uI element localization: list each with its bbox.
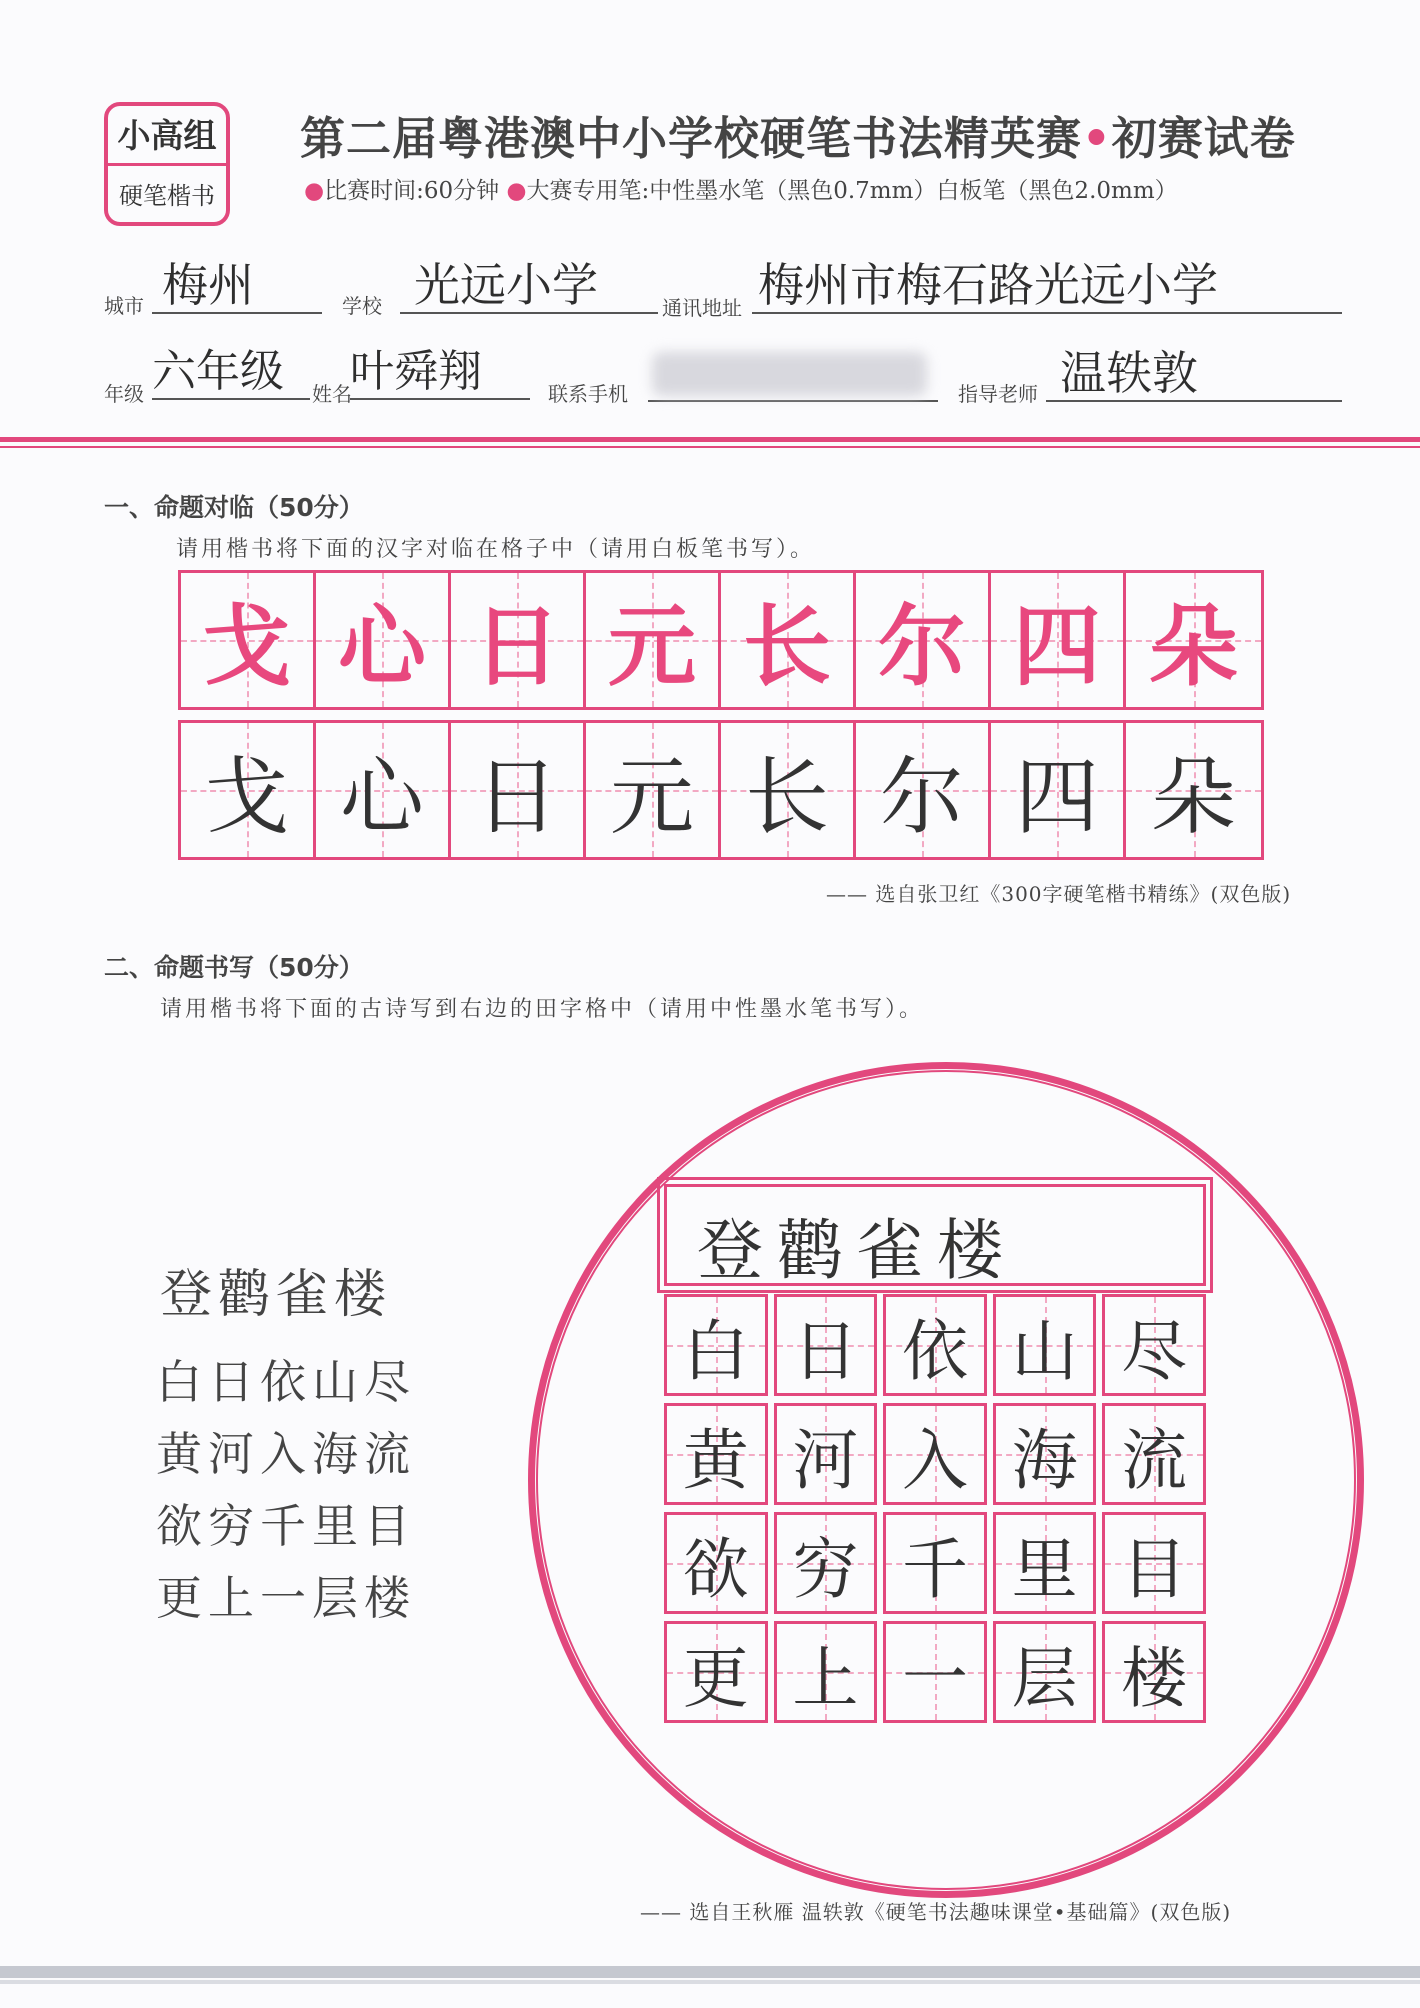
poem-cell[interactable]	[883, 1294, 987, 1396]
model-char: 元	[607, 594, 696, 698]
section1-instruction: 请用楷书将下面的汉字对临在格子中（请用白板笔书写）。	[176, 537, 816, 562]
poem-line: 白日依山尽	[156, 1355, 416, 1409]
model-cell	[856, 573, 991, 707]
written-char: 山	[1011, 1312, 1078, 1390]
copy-cell[interactable]	[1126, 723, 1261, 857]
group-badge	[104, 102, 230, 226]
written-char: 楼	[1121, 1639, 1188, 1717]
written-char: 依	[901, 1312, 968, 1390]
model-cell	[721, 573, 856, 707]
written-char: 长	[744, 747, 829, 846]
written-char: 四	[1014, 747, 1099, 846]
written-char: 流	[1121, 1421, 1188, 1499]
poem-cell[interactable]	[774, 1621, 878, 1723]
title-suffix: 初赛试卷	[1111, 112, 1296, 165]
model-char: 心	[337, 594, 426, 698]
written-char: 黄	[682, 1421, 749, 1499]
city-field[interactable]: 梅州	[152, 262, 322, 314]
poem-cell[interactable]	[883, 1403, 987, 1505]
poem-cell[interactable]	[774, 1294, 878, 1396]
exam-time: 比赛时间:60分钟	[324, 178, 500, 204]
title-dot: •	[1082, 112, 1112, 165]
school-field[interactable]: 光远小学	[400, 262, 658, 314]
copy-cell[interactable]	[856, 723, 991, 857]
page-footer-bar-thin	[0, 1980, 1420, 1984]
poem-cell[interactable]	[1102, 1294, 1206, 1396]
model-cell	[1126, 573, 1261, 707]
teacher-field[interactable]: 温轶敦	[1046, 350, 1342, 402]
poem-cell[interactable]	[993, 1512, 1097, 1614]
poem-title: 登鹳雀楼	[160, 1265, 393, 1325]
poem-grid-row	[664, 1294, 1206, 1396]
model-char: 长	[742, 594, 831, 698]
written-char: 尽	[1121, 1312, 1188, 1390]
grade-label: 年级	[104, 382, 144, 406]
written-char: 更	[682, 1639, 749, 1717]
copy-cell[interactable]	[991, 723, 1126, 857]
section2-instruction: 请用楷书将下面的古诗写到右边的田字格中（请用中性墨水笔书写）。	[160, 997, 925, 1022]
section1-heading: 一、命题对临（50分）	[104, 493, 364, 522]
model-char: 日	[472, 594, 561, 698]
section2-credit: —— 选自王秋雁 温轶敦《硬笔书法趣味课堂•基础篇》(双色版)	[640, 1900, 1232, 1924]
poem-cell[interactable]	[993, 1403, 1097, 1505]
poem-line: 欲穷千里目	[156, 1499, 416, 1553]
written-char: 欲	[682, 1530, 749, 1608]
poem-cell[interactable]	[664, 1294, 768, 1396]
redacted-phone	[652, 352, 927, 396]
poem-cell[interactable]	[664, 1403, 768, 1505]
address-field[interactable]: 梅州市梅石路光远小学	[752, 262, 1342, 314]
copy-cell[interactable]	[316, 723, 451, 857]
school-label: 学校	[342, 294, 382, 318]
poem-cell[interactable]	[1102, 1403, 1206, 1505]
written-char: 入	[901, 1421, 968, 1499]
poem-cell[interactable]	[883, 1621, 987, 1723]
written-char: 心	[339, 747, 424, 846]
model-char: 戈	[202, 594, 291, 698]
model-cell	[181, 573, 316, 707]
poem-grid-row	[664, 1512, 1206, 1614]
model-char: 尔	[877, 594, 966, 698]
address-label: 通讯地址	[662, 296, 742, 320]
poem-cell[interactable]	[993, 1294, 1097, 1396]
page-title	[300, 102, 1360, 167]
poem-cell[interactable]	[1102, 1512, 1206, 1614]
poem-cell[interactable]	[774, 1512, 878, 1614]
written-char: 层	[1011, 1639, 1078, 1717]
poem-line: 黄河入海流	[156, 1427, 416, 1481]
grade-field[interactable]: 六年级	[152, 350, 310, 400]
section2-heading: 二、命题书写（50分）	[104, 953, 364, 982]
written-char: 日	[474, 747, 559, 846]
poem-cell[interactable]	[883, 1512, 987, 1614]
name-label: 姓名	[312, 382, 352, 406]
poem-cell[interactable]	[1102, 1621, 1206, 1723]
copy-char-grid[interactable]	[178, 720, 1264, 860]
written-char: 朵	[1151, 747, 1236, 846]
copy-cell[interactable]	[721, 723, 856, 857]
written-char: 一	[901, 1639, 968, 1717]
written-char: 白	[682, 1312, 749, 1390]
written-char: 日	[792, 1312, 859, 1390]
poem-cell[interactable]	[664, 1512, 768, 1614]
poem-cell[interactable]	[774, 1403, 878, 1505]
model-cell	[991, 573, 1126, 707]
written-char: 穷	[792, 1530, 859, 1608]
poem-grid-row	[664, 1621, 1206, 1723]
name-field[interactable]: 叶舜翔	[350, 350, 530, 400]
written-char: 里	[1011, 1530, 1078, 1608]
copy-cell[interactable]	[181, 723, 316, 857]
teacher-label: 指导老师	[958, 382, 1038, 406]
model-cell	[586, 573, 721, 707]
section1-credit: —— 选自张卫红《300字硬笔楷书精练》(双色版)	[826, 882, 1292, 906]
bullet-icon: ●	[506, 178, 527, 204]
written-char: 上	[792, 1639, 859, 1717]
page-footer-bar	[0, 1966, 1420, 1978]
poem-writing-grid[interactable]	[664, 1294, 1206, 1730]
written-char: 目	[1121, 1530, 1188, 1608]
written-char: 千	[901, 1530, 968, 1608]
poem-cell[interactable]	[664, 1621, 768, 1723]
poem-cell[interactable]	[993, 1621, 1097, 1723]
written-char: 河	[792, 1421, 859, 1499]
model-char: 朵	[1149, 594, 1238, 698]
poem-grid-row	[664, 1403, 1206, 1505]
poem-line: 更上一层楼	[156, 1571, 416, 1625]
bullet-icon: ●	[304, 178, 325, 204]
header-divider-thin	[0, 446, 1420, 448]
poem-title-box[interactable]	[664, 1184, 1206, 1289]
copy-cell[interactable]	[586, 723, 721, 857]
written-char: 元	[609, 747, 694, 846]
model-cell	[316, 573, 451, 707]
badge-category-label: 硬笔楷书	[119, 182, 215, 210]
model-char: 四	[1012, 594, 1101, 698]
exam-pen: 大赛专用笔:中性墨水笔（黑色0.7mm）白板笔（黑色2.0mm）	[526, 178, 1178, 204]
copy-cell[interactable]	[451, 723, 586, 857]
exam-rules	[304, 172, 1178, 205]
model-cell	[451, 573, 586, 707]
badge-group-label: 小高组	[108, 106, 226, 166]
written-char: 戈	[204, 747, 289, 846]
written-char: 尔	[879, 747, 964, 846]
written-poem-title: 登鹳雀楼	[697, 1212, 1017, 1289]
title-main: 第二届粤港澳中小学校硬笔书法精英赛	[300, 112, 1083, 165]
written-char: 海	[1011, 1421, 1078, 1499]
phone-label: 联系手机	[548, 382, 628, 406]
city-label: 城市	[104, 294, 144, 318]
model-char-grid	[178, 570, 1264, 710]
header-divider	[0, 437, 1420, 442]
